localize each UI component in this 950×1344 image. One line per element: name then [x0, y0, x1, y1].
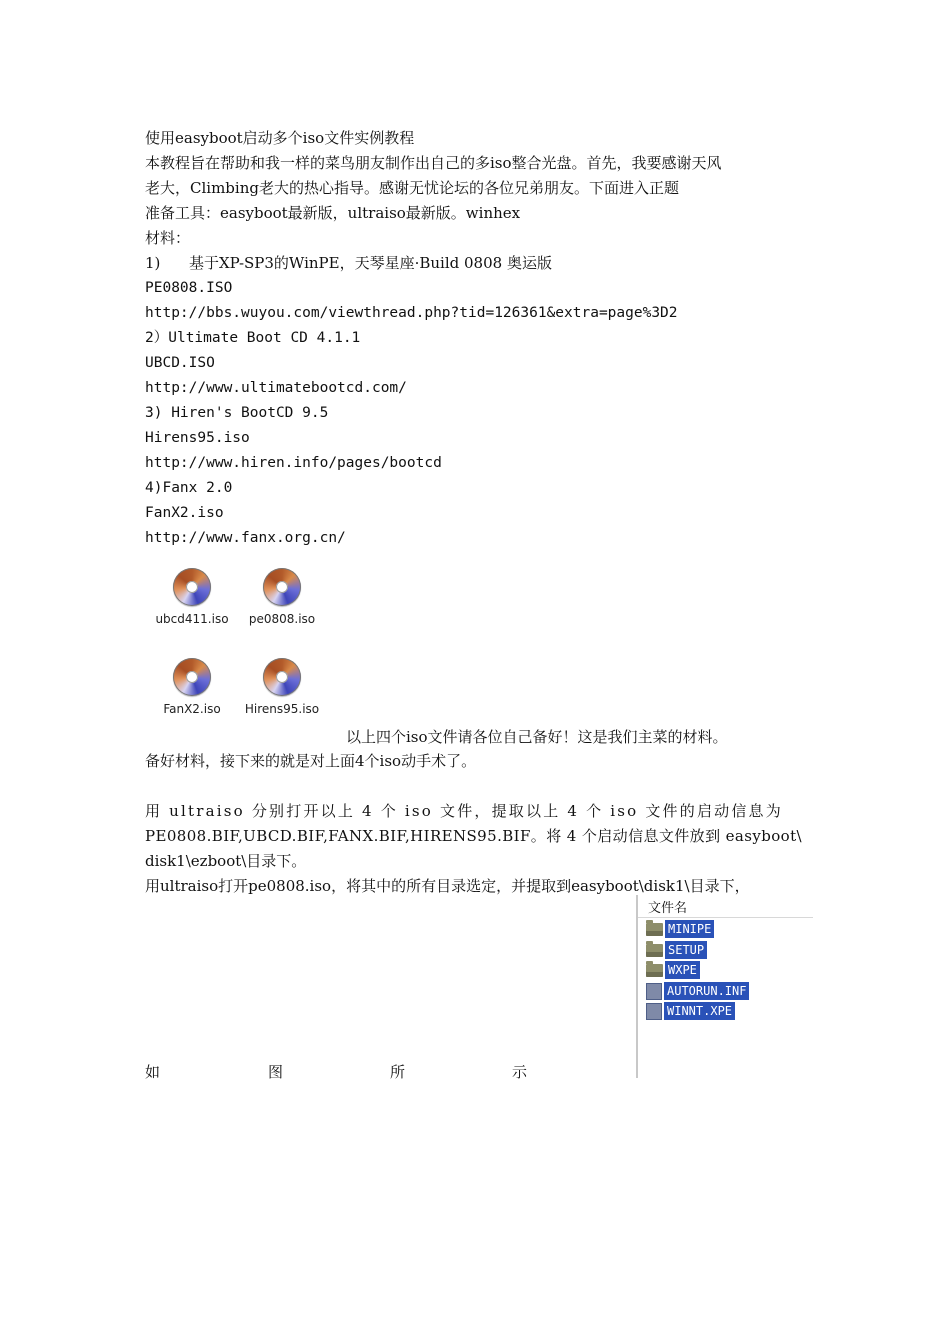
- material-item-4-url[interactable]: http://www.fanx.org.cn/: [145, 530, 346, 546]
- caption-char: 如: [145, 1063, 161, 1081]
- file-explorer-panel: [636, 895, 813, 1078]
- material-item-4-file: FanX2.iso: [145, 505, 224, 521]
- material-item-2: 2）Ultimate Boot CD 4.1.1: [145, 330, 361, 346]
- material-item-4: 4)Fanx 2.0: [145, 480, 233, 496]
- iso-file-ubcd411[interactable]: [147, 568, 237, 626]
- tools-line: 准备工具：easyboot最新版，ultraiso最新版。winhex: [145, 204, 521, 222]
- caption-char: 示: [512, 1063, 528, 1081]
- iso-file-label: Hirens95.iso: [244, 702, 320, 716]
- iso-file-label: FanX2.iso: [163, 702, 221, 716]
- iso-file-label: ubcd411.iso: [155, 612, 229, 626]
- file-row-minipe[interactable]: [646, 920, 714, 938]
- intro-line-2: 老大，Climbing老大的热心指导。感谢无忧论坛的各位兄弟朋友。下面进入正题: [145, 179, 679, 197]
- material-item-1-file: PE0808.ISO: [145, 280, 233, 296]
- material-item-3-url[interactable]: http://www.hiren.info/pages/bootcd: [145, 455, 442, 471]
- doc-title: 使用easyboot启动多个iso文件实例教程: [145, 129, 415, 147]
- file-row-wxpe[interactable]: [646, 961, 700, 979]
- file-name: MINIPE: [665, 920, 714, 938]
- material-item-1: 1) 基于XP-SP3的WinPE，天琴星座·Build 0808 奥运版: [145, 254, 552, 272]
- file-row-autorun[interactable]: [646, 982, 749, 1000]
- para2-line-2: PE0808.BIF,UBCD.BIF,FANX.BIF,HIRENS95.BIF。将 4 个启动信息文件放到 easyboot\: [145, 827, 802, 845]
- iso-file-label: pe0808.iso: [248, 612, 316, 626]
- iso-file-fanx2[interactable]: [147, 658, 237, 716]
- inf-file-icon: [646, 983, 662, 1000]
- file-name: AUTORUN.INF: [664, 982, 749, 1000]
- cd-disc-icon: [263, 568, 301, 606]
- caption-char: 图: [268, 1063, 284, 1081]
- column-header-filename[interactable]: 文件名: [638, 895, 813, 918]
- caption-char: 所: [390, 1063, 406, 1081]
- file-name: WXPE: [665, 961, 700, 979]
- material-item-3-file: Hirens95.iso: [145, 430, 250, 446]
- material-item-2-file: UBCD.ISO: [145, 355, 215, 371]
- para3-line: 用ultraiso打开pe0808.iso，将其中的所有目录选定，并提取到easyboot\disk1\目录下，: [145, 877, 750, 895]
- prepared-line: 备好材料，接下来的就是对上面4个iso动手术了。: [145, 752, 477, 770]
- iso-file-hirens95[interactable]: [237, 658, 327, 716]
- intro-line-1: 本教程旨在帮助和我一样的菜鸟朋友制作出自己的多iso整合光盘。首先，我要感谢天风: [145, 154, 722, 172]
- folder-icon: [646, 964, 663, 977]
- materials-heading: 材料：: [145, 229, 191, 247]
- cd-disc-icon: [173, 568, 211, 606]
- after-icons-note: 以上四个iso文件请各位自己备好！这是我们主菜的材料。: [346, 728, 728, 746]
- folder-icon: [646, 923, 663, 936]
- folder-icon: [646, 944, 663, 957]
- para2-line-3: disk1\ezboot\目录下。: [145, 852, 307, 870]
- cd-disc-icon: [173, 658, 211, 696]
- iso-file-pe0808[interactable]: [237, 568, 327, 626]
- file-row-winnt[interactable]: [646, 1002, 735, 1020]
- file-row-setup[interactable]: [646, 941, 707, 959]
- para2-line-1: 用 ultraiso 分别打开以上 4 个 iso 文件，提取以上 4 个 iso 文件的启动信息为: [145, 802, 783, 820]
- file-name: WINNT.XPE: [664, 1002, 735, 1020]
- material-item-1-url[interactable]: http://bbs.wuyou.com/viewthread.php?tid=126361&extra=page%3D2: [145, 305, 678, 321]
- xpe-file-icon: [646, 1003, 662, 1020]
- material-item-2-url[interactable]: http://www.ultimatebootcd.com/: [145, 380, 407, 396]
- file-name: SETUP: [665, 941, 707, 959]
- material-item-3: 3) Hiren's BootCD 9.5: [145, 405, 329, 421]
- cd-disc-icon: [263, 658, 301, 696]
